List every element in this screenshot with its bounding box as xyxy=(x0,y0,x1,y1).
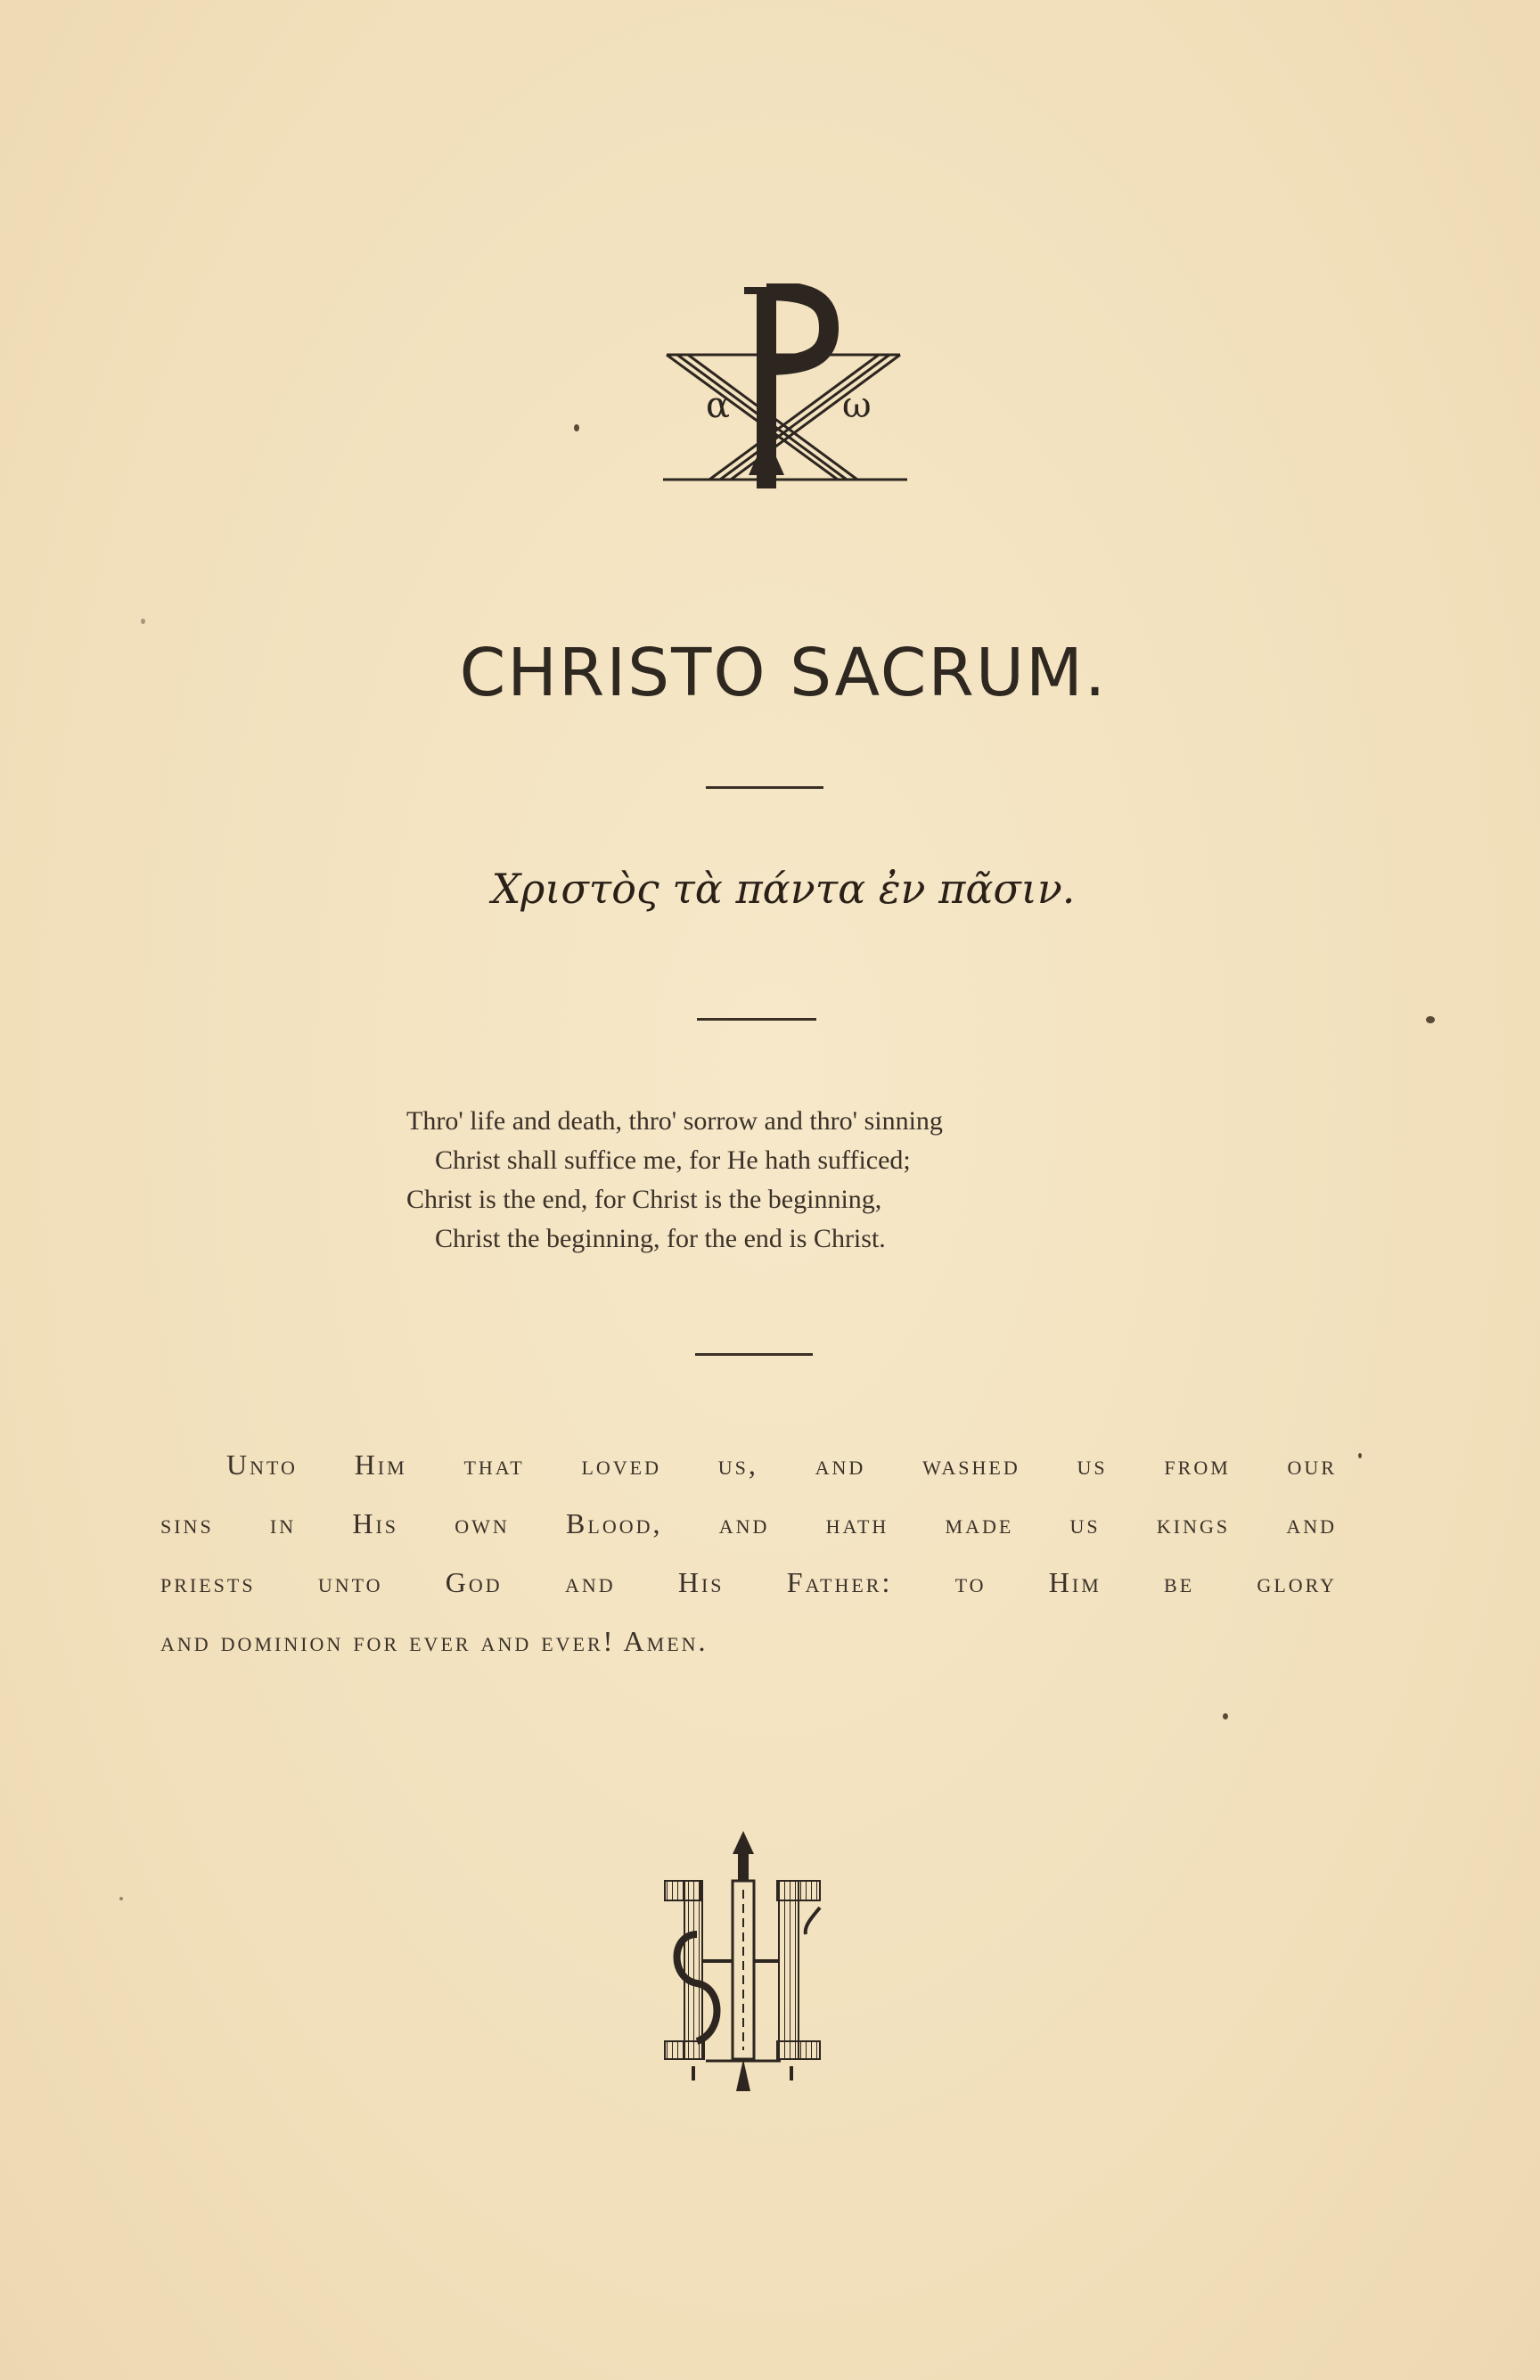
verse-line: Christ shall suffice me, for He hath sufficed; xyxy=(435,1145,911,1175)
prose-line: priests unto God and His Father: to Him be glory xyxy=(160,1566,1337,1598)
doxology-paragraph xyxy=(160,1435,1337,1670)
prose-line: sins in His own Blood, and hath made us kings and xyxy=(160,1507,1337,1539)
paper-speck xyxy=(141,619,145,624)
paper-speck xyxy=(1358,1453,1362,1458)
prose-line: and dominion for ever and ever! Amen. xyxy=(160,1625,709,1657)
paper-speck xyxy=(574,424,579,431)
verse-line: Christ the beginning, for the end is Christ. xyxy=(435,1224,886,1253)
prose-line: Unto Him that loved us, and washed us from our xyxy=(226,1449,1337,1481)
paper-speck xyxy=(1223,1713,1228,1719)
chi-rho-ornament-icon xyxy=(659,283,909,488)
ihs-monogram-icon xyxy=(661,1827,825,2095)
alpha-glyph: α xyxy=(706,385,731,426)
omega-glyph: ω xyxy=(842,385,872,426)
divider-rule xyxy=(695,1353,813,1356)
verse-line: Thro' life and death, thro' sorrow and thro' sinning xyxy=(406,1106,943,1136)
divider-rule xyxy=(697,1018,816,1021)
greek-motto: Χριστὸς τὰ πάντα ἐν πᾶσιν. xyxy=(491,865,1076,913)
paper-speck xyxy=(1426,1016,1435,1023)
page-title: CHRISTO SACRUM. xyxy=(459,635,1108,711)
verse-line: Christ is the end, for Christ is the beginning, xyxy=(406,1185,882,1214)
divider-rule xyxy=(706,786,823,789)
paper-speck xyxy=(119,1897,123,1900)
